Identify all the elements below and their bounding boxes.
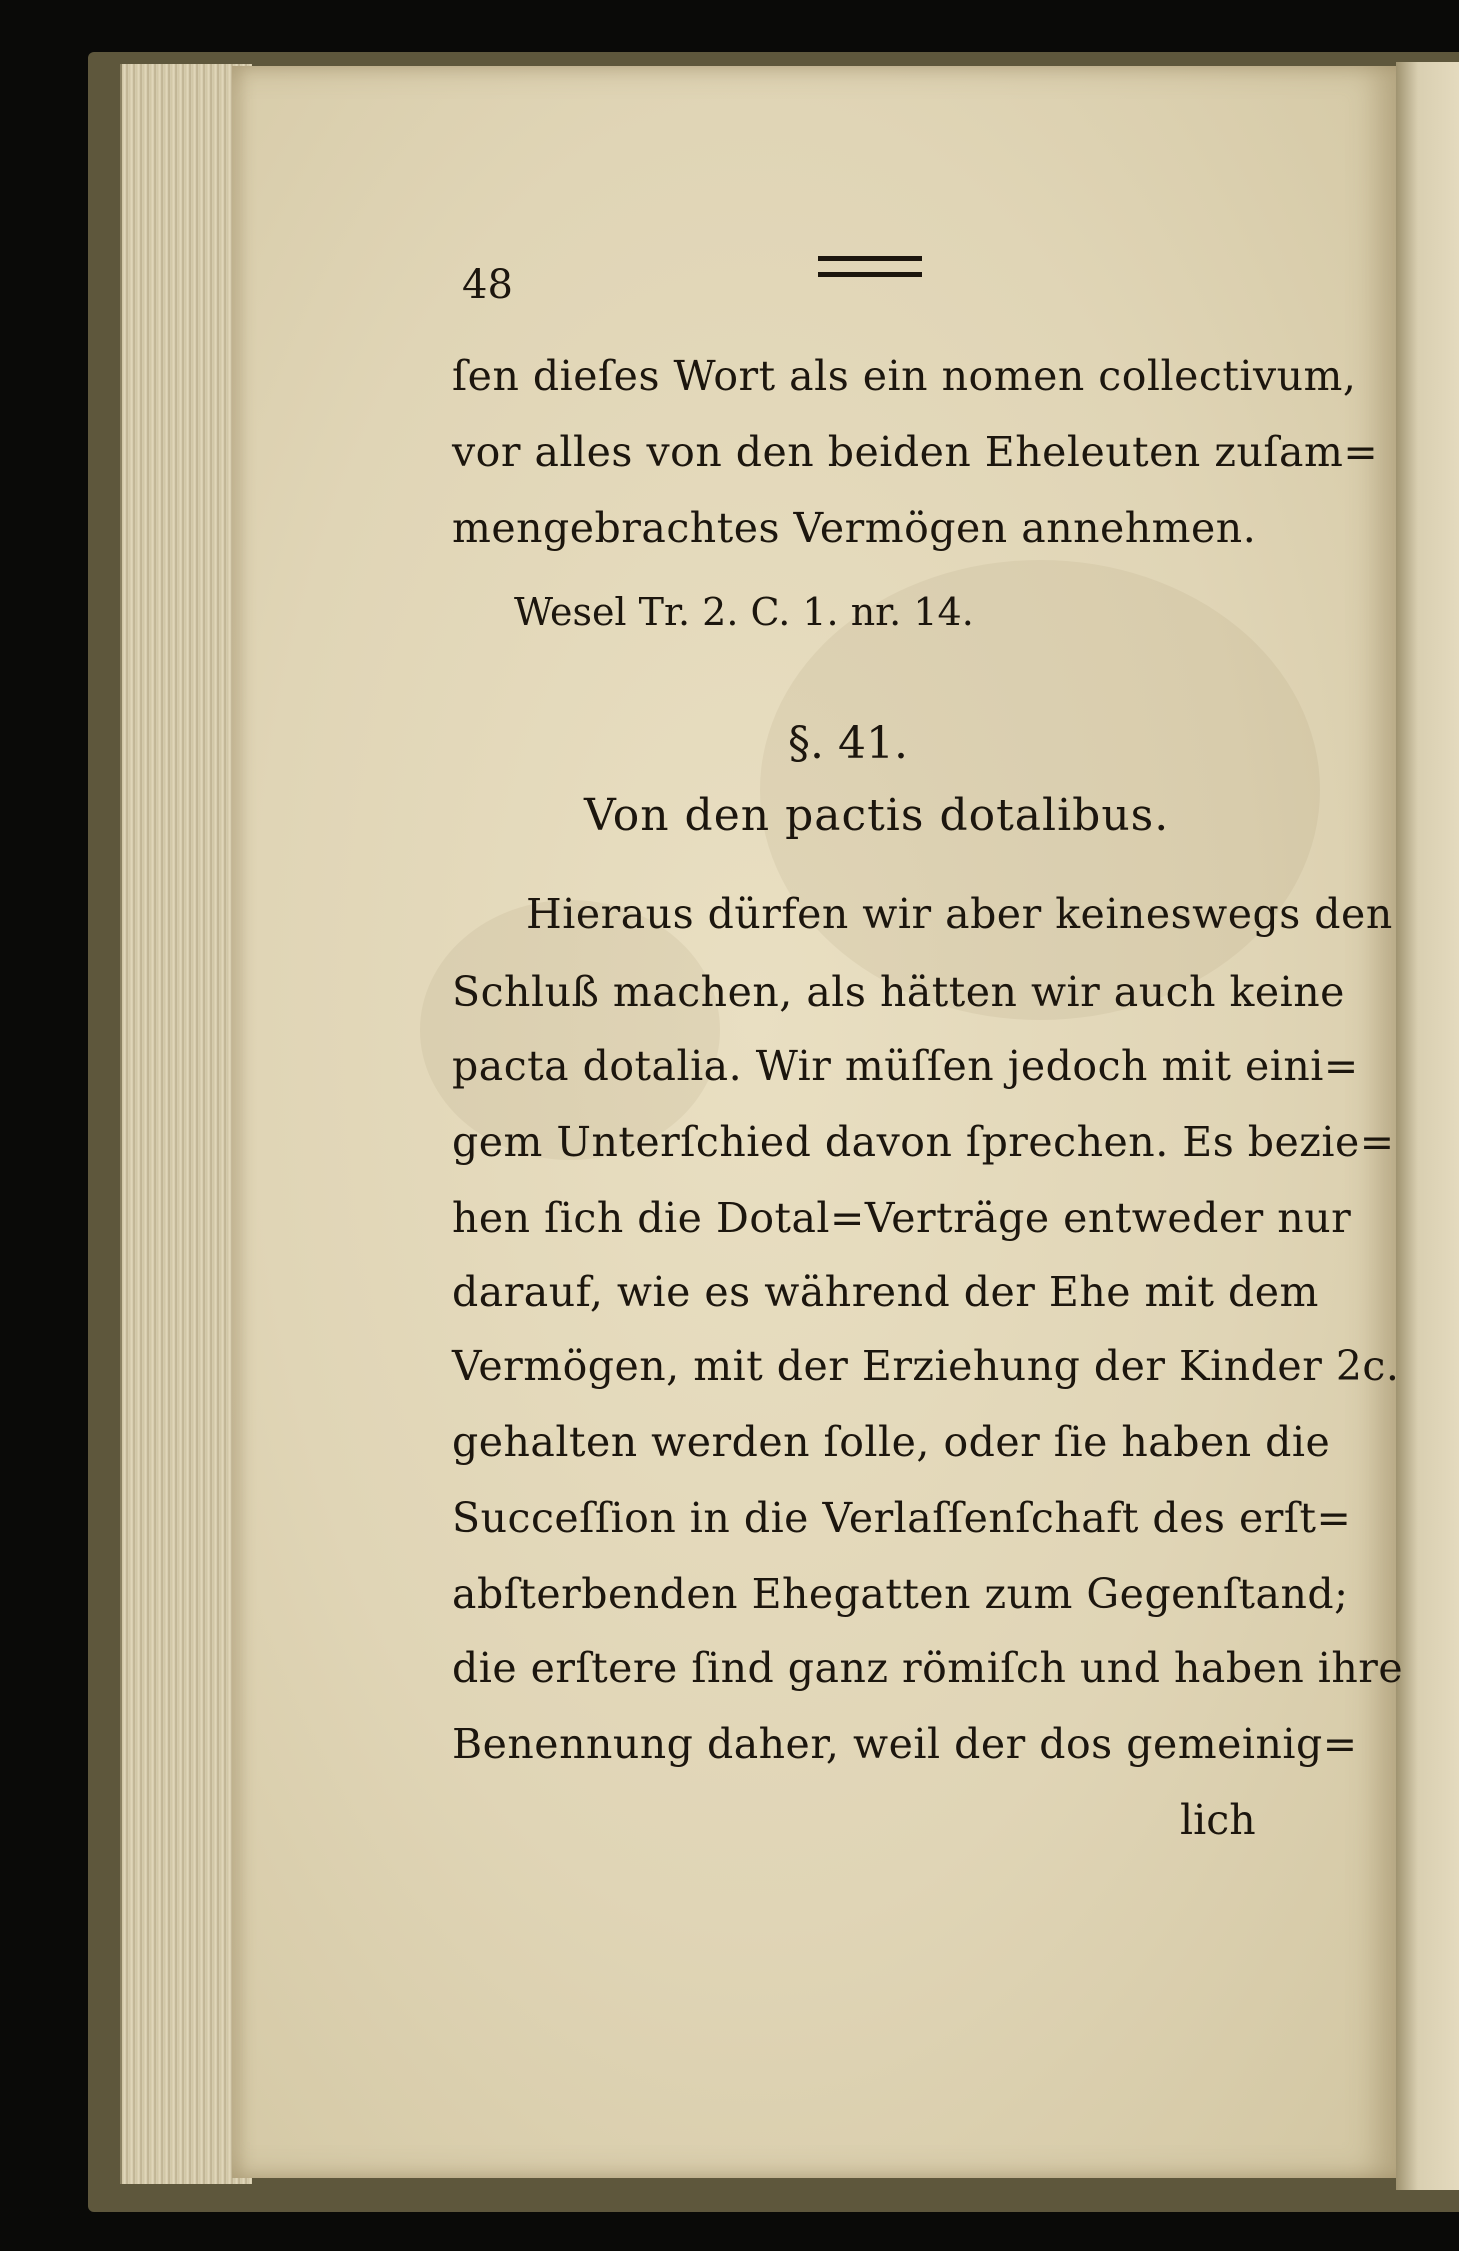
text-line: mengebrachtes Vermögen annehmen. xyxy=(452,504,1257,552)
text-line: Hieraus dürfen wir aber keineswegs den xyxy=(526,890,1393,938)
section-number: §. 41. xyxy=(788,718,908,769)
text-line: Schluß machen, als hätten wir auch keine xyxy=(452,968,1345,1016)
catchword: lich xyxy=(1180,1796,1256,1844)
text-line: Succeſſion in die Verlaſſenſchaft des erſt= xyxy=(452,1494,1352,1542)
section-title: Von den pactis dotalibus. xyxy=(584,790,1170,841)
header-rule xyxy=(818,272,922,277)
text-line: Benennung daher, weil der dos gemeinig= xyxy=(452,1720,1358,1768)
text-line: die erſtere ſind ganz römiſch und haben ihre xyxy=(452,1644,1404,1692)
citation: Wesel Tr. 2. C. 1. nr. 14. xyxy=(514,590,974,634)
text-line: hen ſich die Dotal=Verträge entweder nur xyxy=(452,1194,1352,1242)
facing-page-edge xyxy=(1396,62,1459,2190)
text-line: abſterbenden Ehegatten zum Gegenſtand; xyxy=(452,1570,1349,1618)
text-line: gem Unterſchied davon ſprechen. Es bezie= xyxy=(452,1118,1395,1166)
header-rule xyxy=(818,256,922,261)
text-line: gehalten werden ſolle, oder ſie haben die xyxy=(452,1418,1331,1466)
text-line: darauf, wie es während der Ehe mit dem xyxy=(452,1268,1319,1316)
text-line: Vermögen, mit der Erziehung der Kinder 2c. xyxy=(452,1342,1400,1390)
text-line: ſen dieſes Wort als ein nomen collectivum, xyxy=(452,352,1357,400)
text-line: pacta dotalia. Wir müſſen jedoch mit eini= xyxy=(452,1042,1359,1090)
text-line: vor alles von den beiden Eheleuten zuſam= xyxy=(452,428,1379,476)
page-number: 48 xyxy=(462,262,513,308)
